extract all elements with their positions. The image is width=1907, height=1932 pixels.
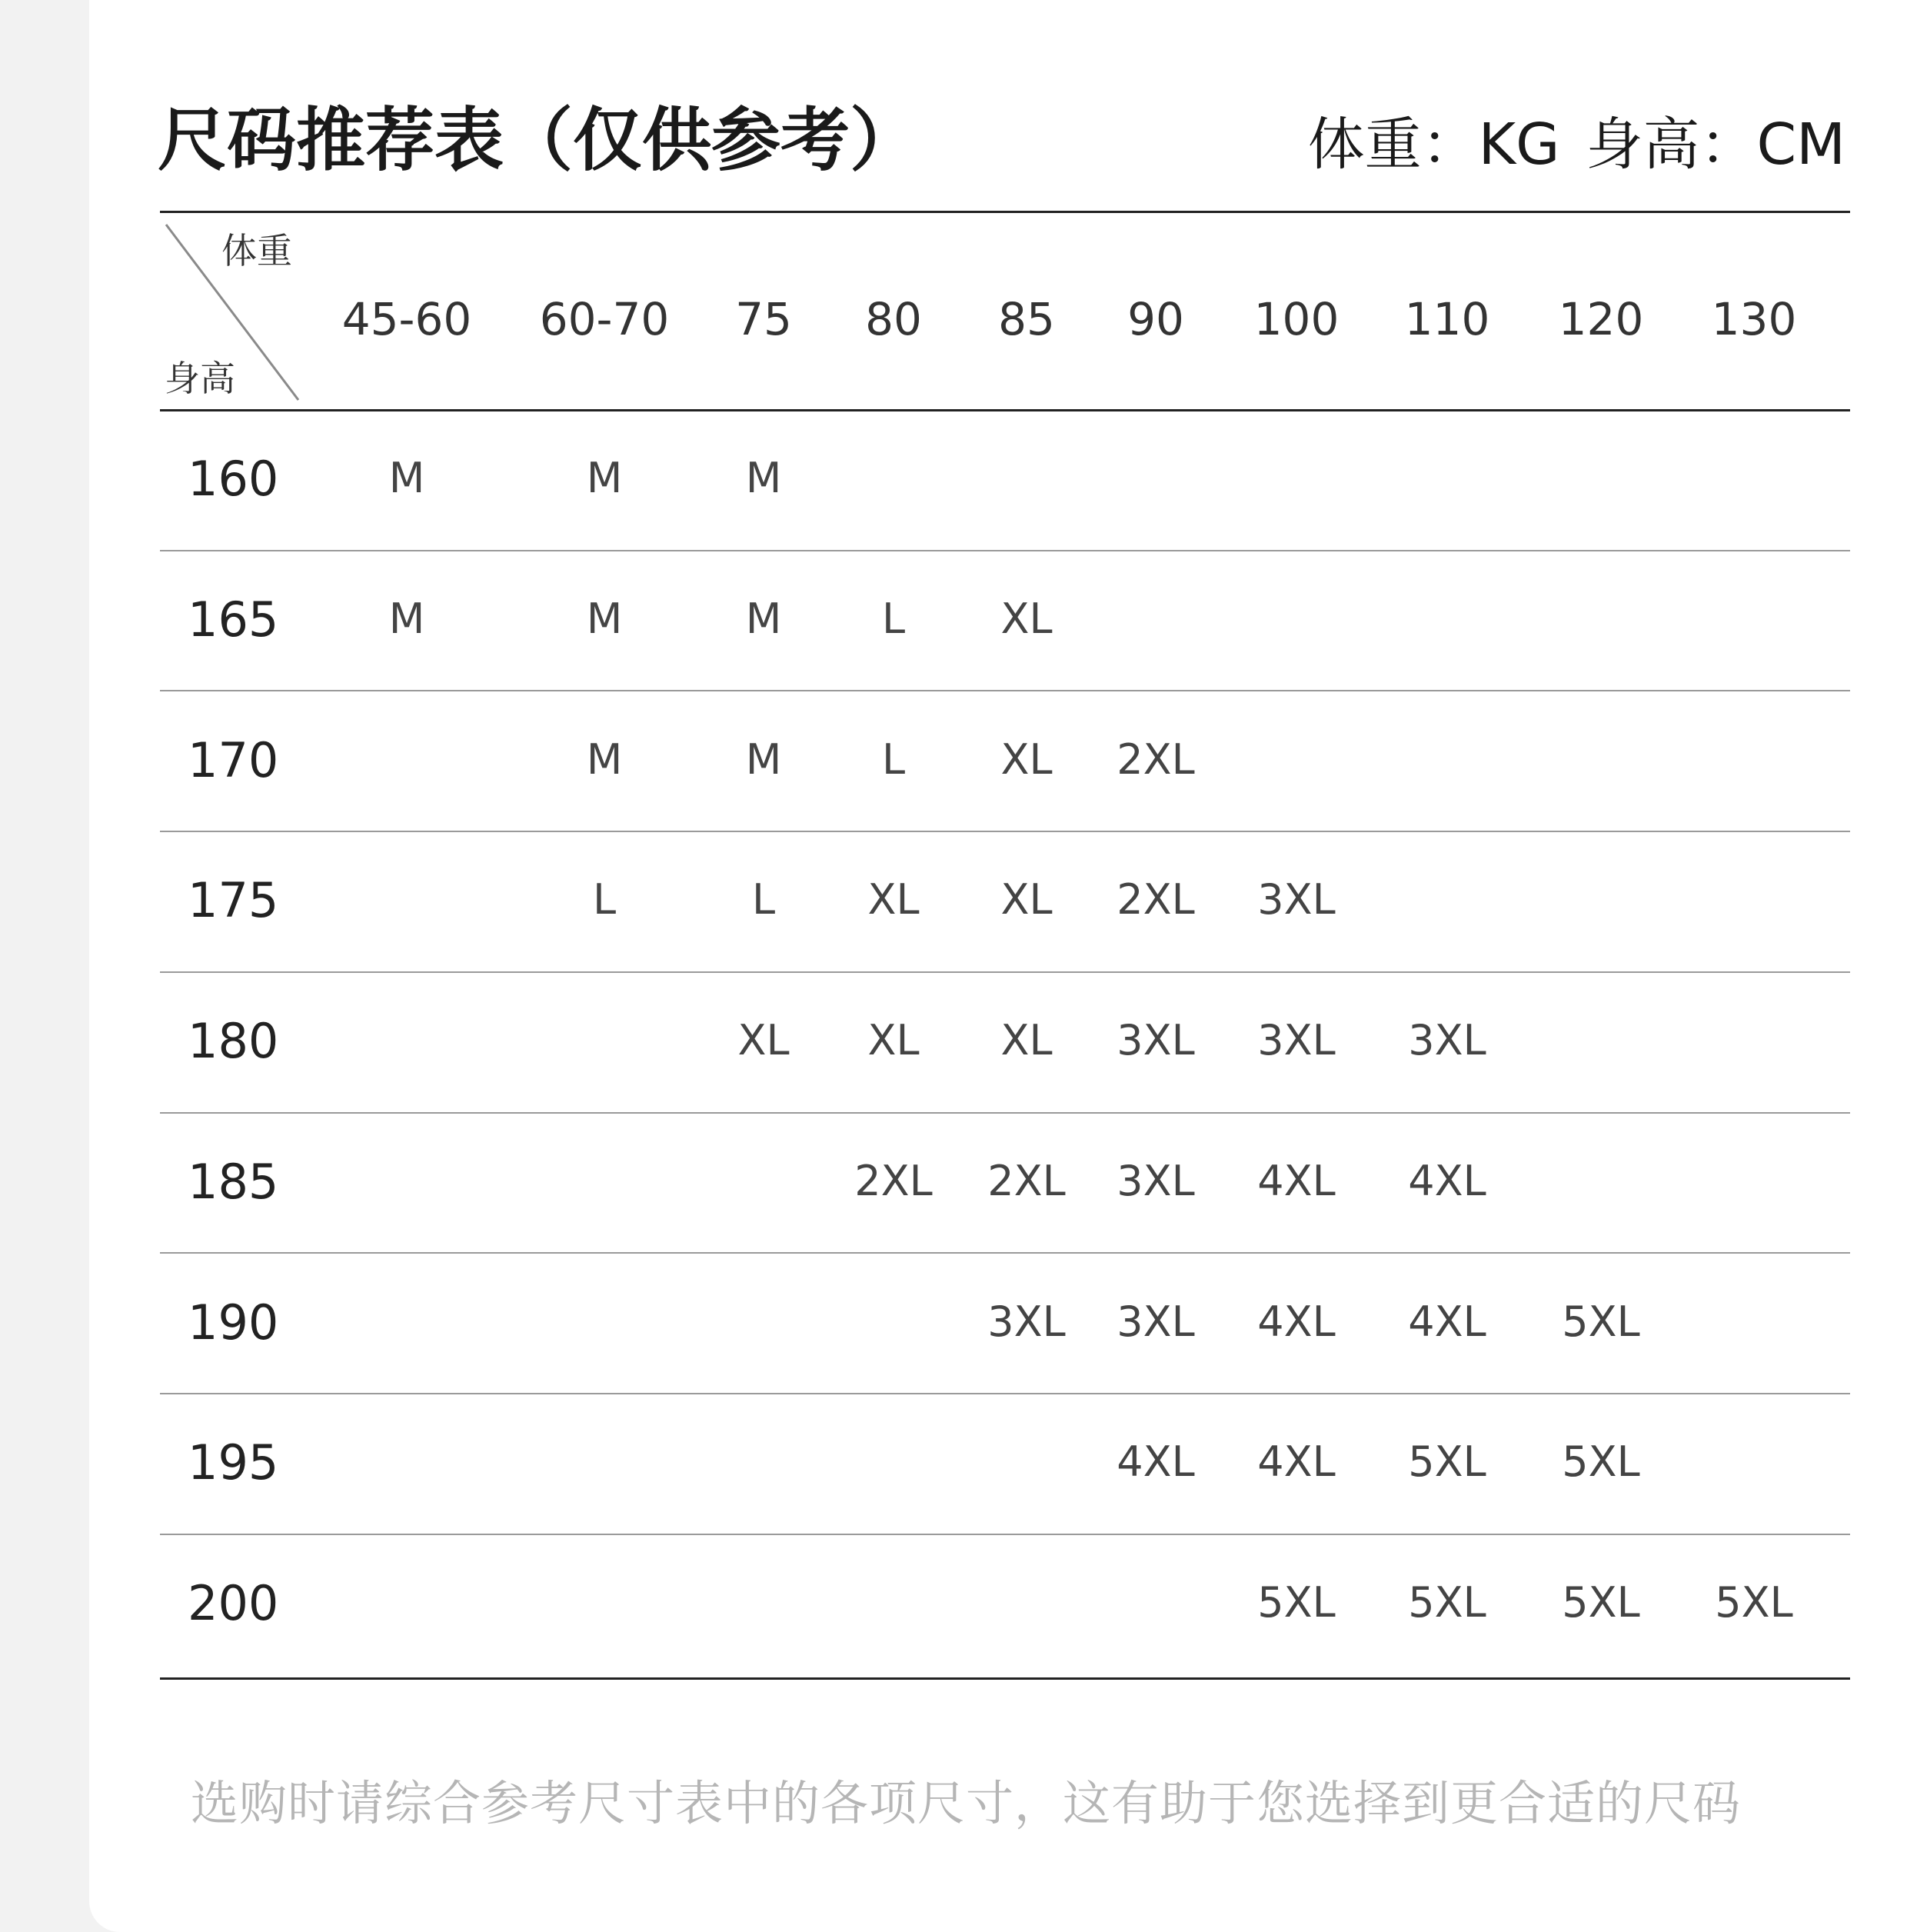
row-header: 170 [188, 731, 279, 788]
size-cell: L [592, 875, 617, 924]
column-header: 45-60 [341, 293, 472, 345]
size-cell: L [881, 734, 906, 784]
size-cell: M [388, 595, 425, 644]
size-cell: L [881, 595, 906, 644]
row-header: 160 [188, 451, 279, 508]
table-top-border [160, 211, 1850, 213]
header-bottom-border [160, 409, 1850, 411]
size-cell: XL [1000, 1016, 1053, 1065]
size-cell: 4XL [1257, 1297, 1336, 1346]
size-cell: 5XL [1562, 1437, 1640, 1487]
size-cell: 3XL [1408, 1016, 1486, 1065]
size-cell: 2XL [854, 1156, 933, 1205]
size-cell: M [586, 454, 623, 503]
size-cell: 4XL [1408, 1156, 1486, 1205]
size-cell: XL [867, 1016, 920, 1065]
row-header: 175 [188, 872, 279, 929]
corner-height-label: 身高 [165, 358, 235, 399]
size-cell: 4XL [1257, 1156, 1336, 1205]
size-cell: XL [1000, 875, 1053, 924]
corner-weight-label: 体重 [221, 230, 292, 271]
row-header: 165 [188, 591, 279, 648]
size-cell: 5XL [1408, 1577, 1486, 1627]
row-divider [160, 1534, 1850, 1535]
size-cell: M [745, 454, 782, 503]
size-cell: 3XL [1257, 1016, 1336, 1065]
size-cell: 4XL [1257, 1437, 1336, 1487]
size-cell: 2XL [1117, 734, 1195, 784]
size-cell: M [745, 595, 782, 644]
size-cell: M [586, 595, 623, 644]
size-cell: XL [1000, 734, 1053, 784]
column-header: 60-70 [539, 293, 670, 345]
column-header: 90 [1127, 293, 1184, 345]
row-header: 195 [188, 1434, 279, 1491]
column-header: 100 [1253, 293, 1340, 345]
row-header: 200 [188, 1574, 279, 1631]
row-divider [160, 1112, 1850, 1114]
table-bottom-border [160, 1677, 1850, 1680]
size-cell: 5XL [1257, 1577, 1336, 1627]
size-cell: XL [737, 1016, 790, 1065]
column-header: 110 [1404, 293, 1490, 345]
size-cell: 2XL [1117, 875, 1195, 924]
row-divider [160, 690, 1850, 691]
size-cell: 4XL [1408, 1297, 1486, 1346]
row-header: 190 [188, 1294, 279, 1351]
size-cell: M [586, 734, 623, 784]
row-divider [160, 971, 1850, 973]
size-cell: M [745, 734, 782, 784]
size-cell: XL [1000, 595, 1053, 644]
row-divider [160, 1252, 1850, 1254]
size-cell: 5XL [1715, 1577, 1793, 1627]
row-header: 180 [188, 1013, 279, 1070]
height-unit-label: 身高：CM [1586, 112, 1845, 178]
column-header: 120 [1558, 293, 1644, 345]
size-cell: 4XL [1117, 1437, 1195, 1487]
column-header: 75 [735, 293, 792, 345]
size-cell: 5XL [1562, 1297, 1640, 1346]
column-header: 85 [998, 293, 1055, 345]
column-header: 130 [1711, 293, 1797, 345]
row-divider [160, 550, 1850, 551]
row-divider [160, 1393, 1850, 1394]
size-cell: 2XL [987, 1156, 1066, 1205]
size-cell: 5XL [1408, 1437, 1486, 1487]
footnote: 选购时请综合参考尺寸表中的各项尺寸，这有助于您选择到更合适的尺码 [191, 1775, 1742, 1831]
size-cell: L [751, 875, 776, 924]
column-header: 80 [865, 293, 922, 345]
size-cell: XL [867, 875, 920, 924]
size-cell: 5XL [1562, 1577, 1640, 1627]
units-legend [1308, 106, 1845, 183]
size-cell: 3XL [1117, 1156, 1195, 1205]
row-divider [160, 831, 1850, 832]
weight-unit-label: 体重：KG [1307, 112, 1560, 178]
size-cell: 3XL [987, 1297, 1066, 1346]
page-title: 尺码推荐表（仅供参考） [158, 100, 919, 181]
row-header: 185 [188, 1153, 279, 1210]
size-cell: M [388, 454, 425, 503]
size-cell: 3XL [1257, 875, 1336, 924]
size-cell: 3XL [1117, 1297, 1195, 1346]
size-cell: 3XL [1117, 1016, 1195, 1065]
